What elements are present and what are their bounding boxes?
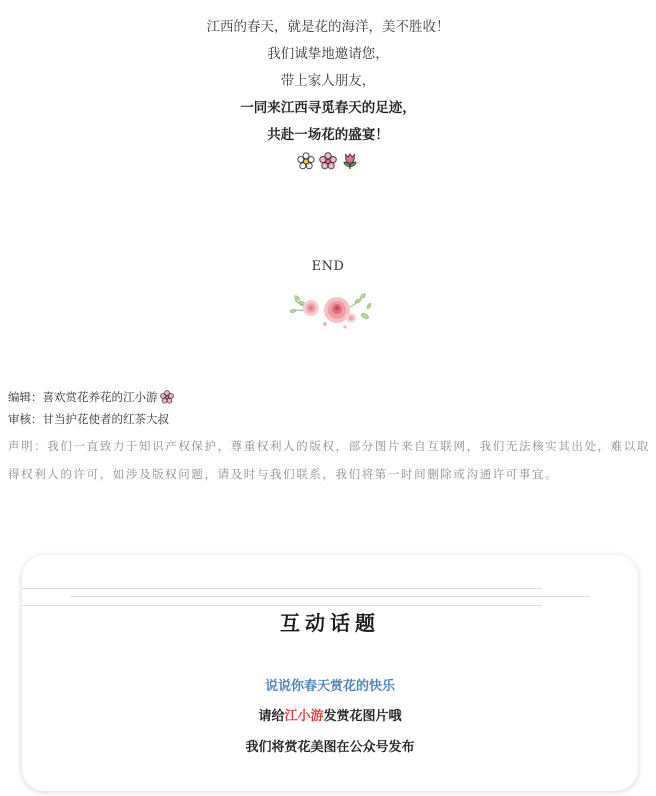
intro-line-4: 一同来江西寻觅春天的足迹， (240, 100, 416, 116)
reviewer-line: 审核：甘当护花使者的红茶大叔 (8, 412, 169, 426)
divider-line (22, 605, 542, 606)
flower-emoji-row (0, 152, 656, 176)
intro-line-5: 共赴一场花的盛宴！ (267, 127, 389, 143)
invite-suffix: 发赏花图片哦 (323, 709, 402, 724)
tulip-icon (341, 152, 359, 176)
topic-title: 互动话题 (280, 611, 380, 635)
cherry-blossom-icon (319, 152, 337, 176)
editor-line (8, 386, 650, 408)
intro-section (0, 14, 656, 149)
topic-card (22, 555, 638, 791)
intro-line-1: 江西的春天，就是花的海洋，美不胜收！ (206, 19, 450, 35)
brand-name: 江小游 (284, 709, 324, 724)
topic-publish: 我们将赏花美图在公众号发布 (245, 740, 415, 755)
divider-line (22, 588, 542, 589)
floral-wreath-icon (285, 280, 375, 332)
intro-line-2: 我们诚挚地邀请您， (267, 46, 389, 62)
topic-invite (22, 705, 638, 724)
editor-text: 编辑：喜欢赏花养花的江小游 (8, 390, 158, 404)
topic-prompt: 说说你春天赏花的快乐 (264, 679, 395, 694)
intro-line-3: 带上家人朋友， (280, 73, 376, 89)
end-label: END (311, 259, 345, 274)
invite-prefix: 请给 (258, 709, 285, 724)
divider-line (70, 596, 590, 597)
credits-section (8, 386, 650, 488)
blossom-icon (297, 152, 315, 176)
copyright-statement: 声明：我们一直致力于知识产权保护，尊重权利人的版权，部分图片来自互联网，我们无法核实其出处，难以取得权利人的许可，如涉及版权问题，请及时与我们联系，我们将第一时间删除或沟通许可事宜。 (8, 439, 650, 481)
